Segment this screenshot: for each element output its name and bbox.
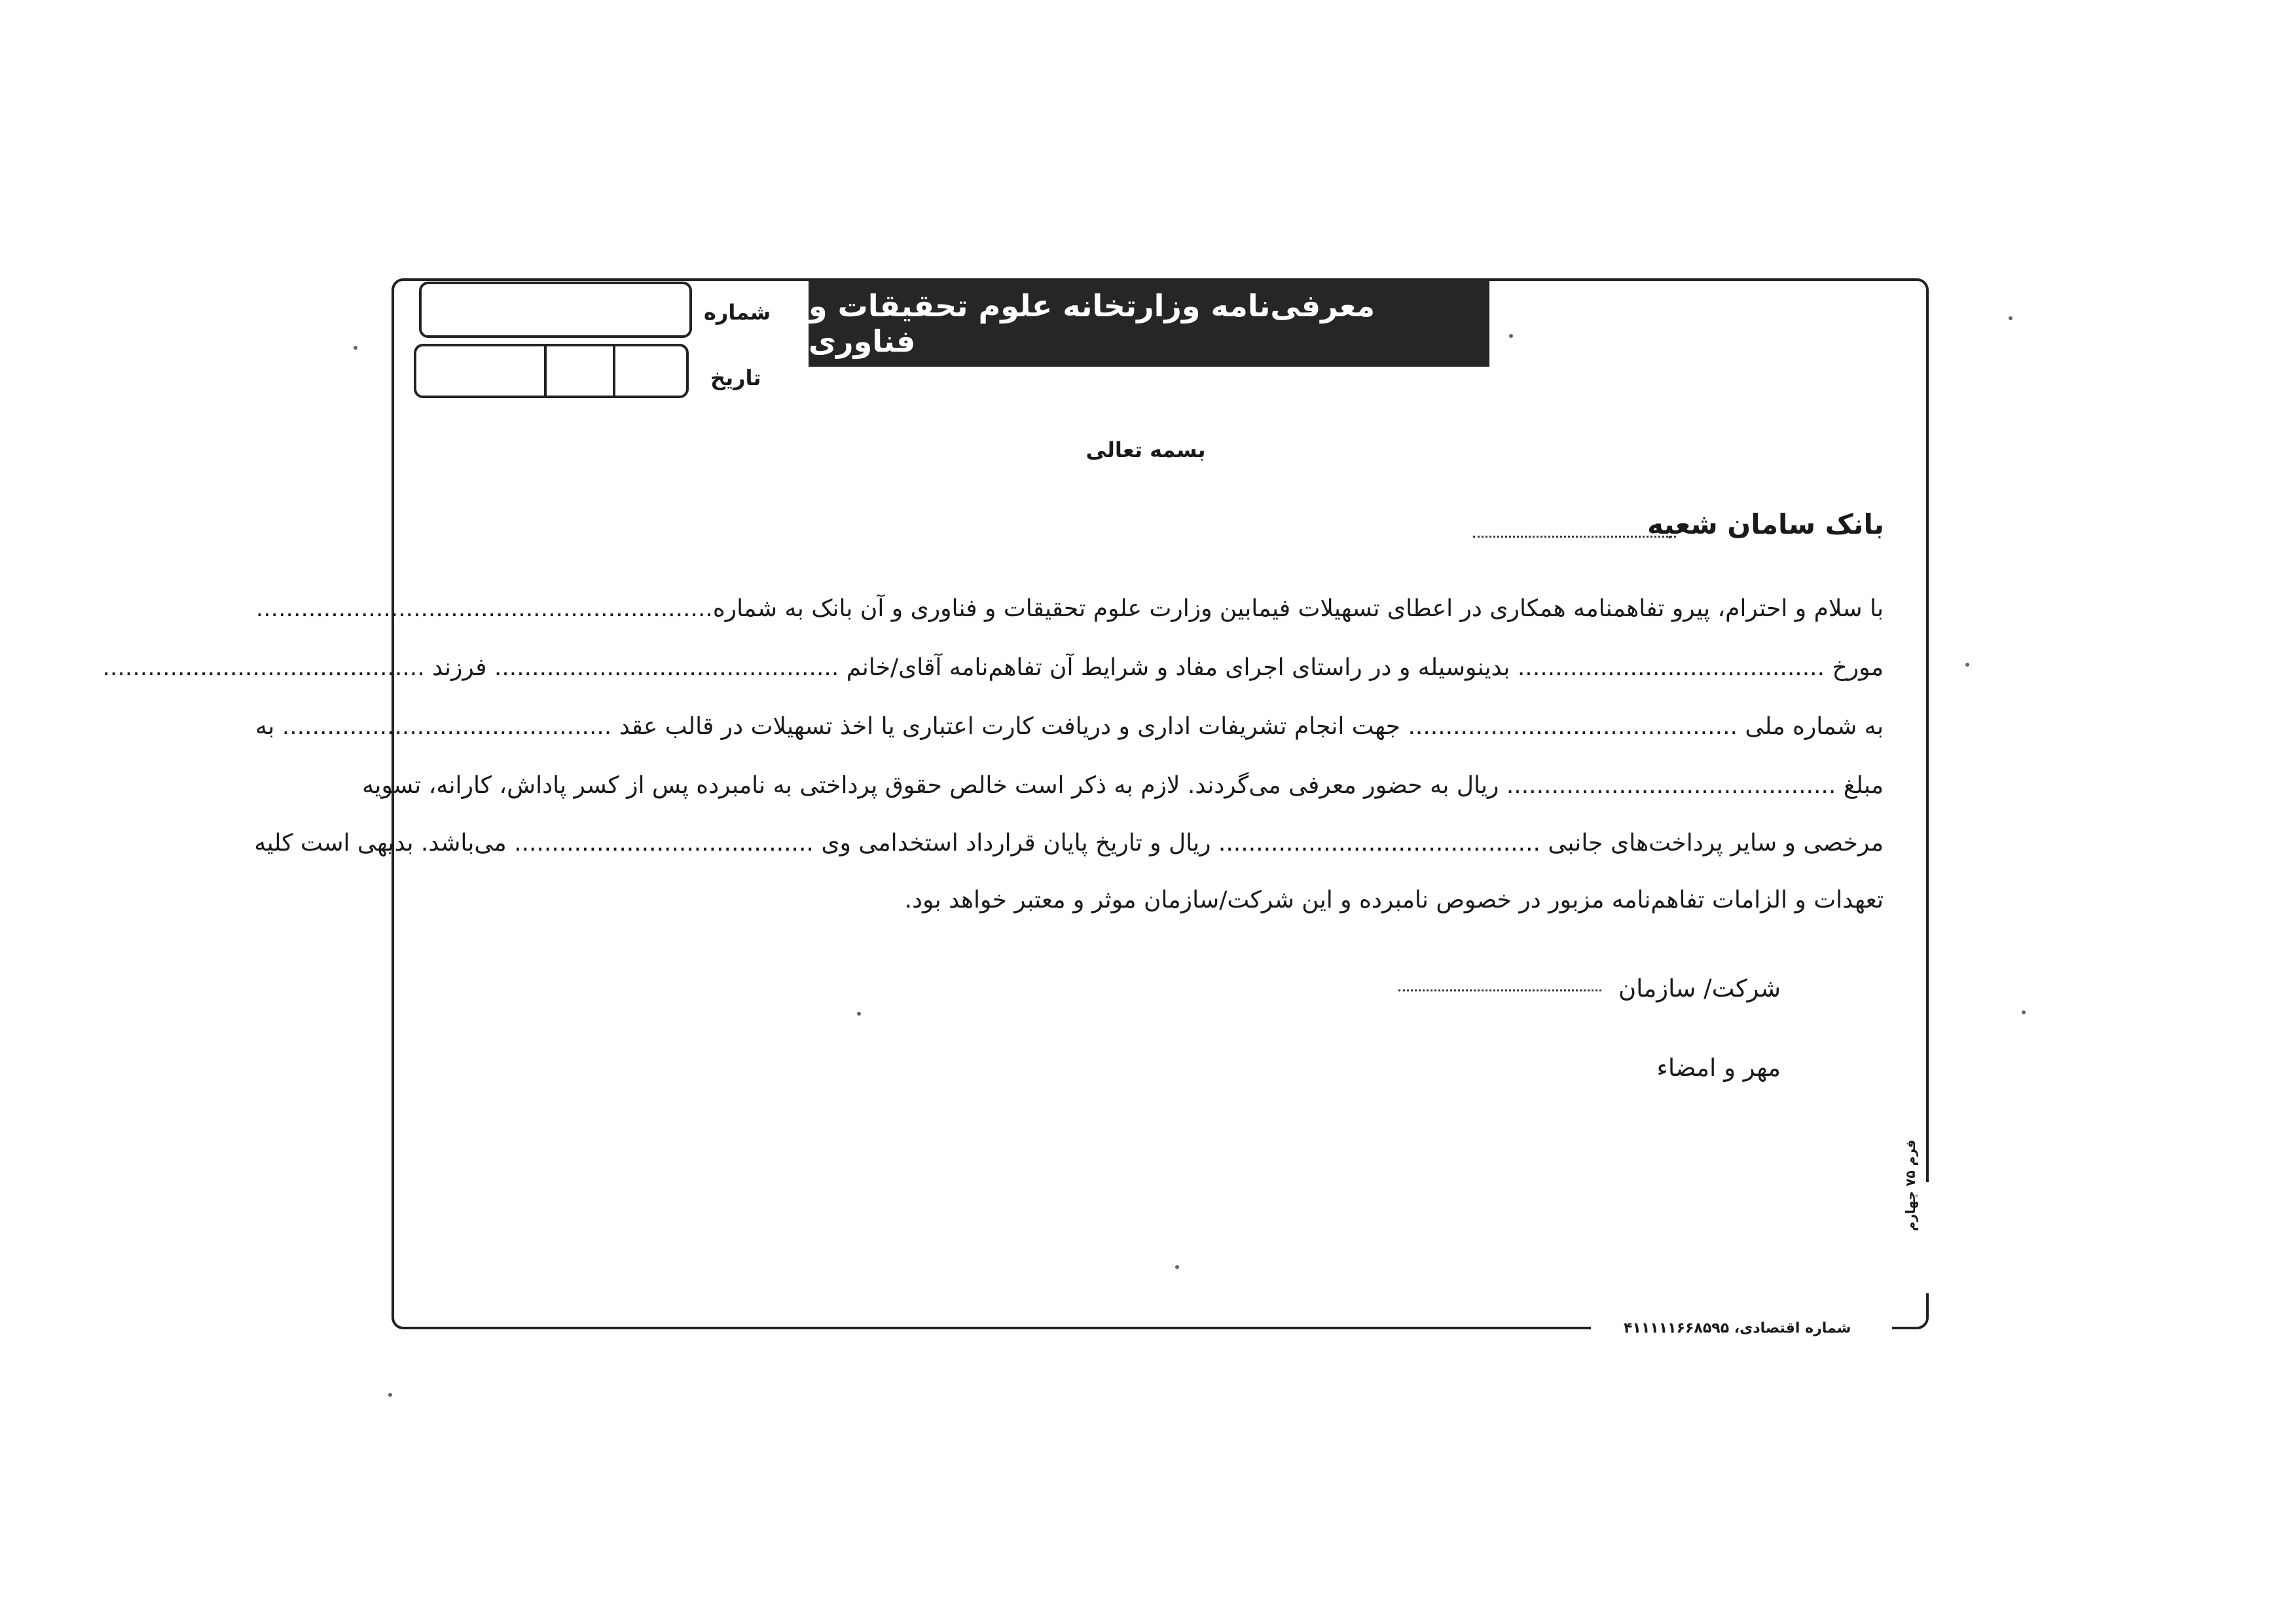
number-label: شماره xyxy=(704,300,771,325)
number-field[interactable] xyxy=(419,282,692,338)
date-separator xyxy=(544,346,547,396)
body-line-3: به شماره ملی ............................................ جهت انجام تشریفات اداری و دریافت کارت اعتباری یا اخذ تسهیلات در قالب عقد ............................................ به xyxy=(255,713,1884,740)
date-label: تاریخ xyxy=(710,365,761,390)
org-label: شرکت/ سازمان xyxy=(1618,974,1781,1003)
org-blank[interactable] xyxy=(1398,989,1601,991)
body-line-6: تعهدات و الزامات تفاهم‌نامه مزبور در خصوص نامبرده و این شرکت/سازمان موثر و معتبر خواهد بود. xyxy=(904,887,1884,913)
org-line xyxy=(1398,974,1781,1003)
bank-heading: بانک سامان شعبه xyxy=(1647,508,1884,540)
scan-speck xyxy=(2022,1010,2026,1014)
form-title: معرفی‌نامه وزارتخانه علوم تحقیقات و فناوری xyxy=(809,280,1489,367)
scan-speck xyxy=(1175,1265,1179,1269)
scan-speck xyxy=(388,1393,392,1397)
scan-speck xyxy=(1509,334,1513,338)
scan-speck xyxy=(1965,663,1969,667)
branch-blank[interactable] xyxy=(1473,536,1676,538)
scan-speck xyxy=(2009,316,2013,320)
date-separator xyxy=(613,346,615,396)
date-field[interactable] xyxy=(414,344,689,398)
body-line-5: مرخصی و سایر پرداخت‌های جانبی ........................................... ریال و تاریخ پایان قرارداد استخدامی وی ........................................ می‌باشد. بدیهی است کلیه xyxy=(254,830,1884,857)
scan-speck xyxy=(857,1012,861,1016)
economic-code: شماره اقتصادی، ۴۱۱۱۱۱۶۶۸۵۹۵ xyxy=(1624,1320,1851,1337)
body-line-2: مورخ ......................................... بدینوسیله و در راستای اجرای مفاد و شرایط آن تفاهم‌نامه آقای/خانم .............................................. فرزند ........................................... xyxy=(102,654,1884,681)
form-code: فرم ۷۵ چهارم xyxy=(1903,1139,1918,1231)
body-line-4: مبلغ ............................................ ریال به حضور معرفی می‌گردند. لازم به ذکر است خالص حقوق پرداختی به نامبرده پس از کسر پاداش، کارانه، تسویه xyxy=(362,772,1884,799)
scan-speck xyxy=(354,346,357,350)
signature-label: مهر و امضاء xyxy=(1656,1054,1781,1082)
basmala: بسمه تعالی xyxy=(1085,437,1206,462)
body-line-1: با سلام و احترام، پیرو تفاهمنامه همکاری در اعطای تسهیلات فیمابین وزارت علوم تحقیقات و فناوری و آن بانک به شماره‌............................................................. xyxy=(255,595,1884,622)
